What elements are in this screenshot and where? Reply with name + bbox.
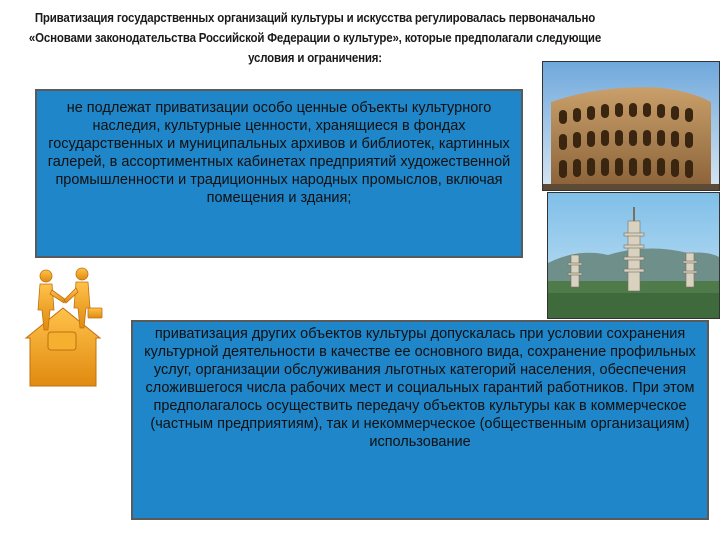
restriction-box-1 xyxy=(35,89,523,258)
handshake-house-figures xyxy=(8,266,128,394)
pagoda-photo xyxy=(547,192,720,319)
title-line-1: Приватизация государственных организаций культуры и искусства регулировалась первоначально xyxy=(34,11,596,25)
title-line-3: условия и ограничения: xyxy=(248,51,382,65)
restriction-text-2: приватизация других объектов культуры допускалась при условии сохранения культурной деятельности в качестве ее основного вида, сохранение профильных услуг, организации обслуживания льготных категорий населения, обеспечения сложившегося числа рабочих мест и социальных гарантий работников. При этом предполагалось осуществить передачу объектов культуры как в коммерческое (частным предприятиям), так и некоммерческое (общественным организациям) использование xyxy=(144,326,696,450)
restriction-text-1: не подлежат приватизации особо ценные объекты культурного наследия, культурные ценности, хранящиеся в фондах государственных и муниципальных архивов и библиотек, картинных галерей, в ассортиментных кабинетах предприятий художественной промышленности и традиционных народных промыслов, включая помещения и здания; xyxy=(47,100,511,206)
title-line-2: «Основами законодательства Российской Федерации о культуре», которые предполагали следующие xyxy=(28,31,602,45)
restriction-box-2 xyxy=(131,320,709,520)
colosseum-photo xyxy=(542,61,720,191)
slide-title xyxy=(10,8,620,68)
